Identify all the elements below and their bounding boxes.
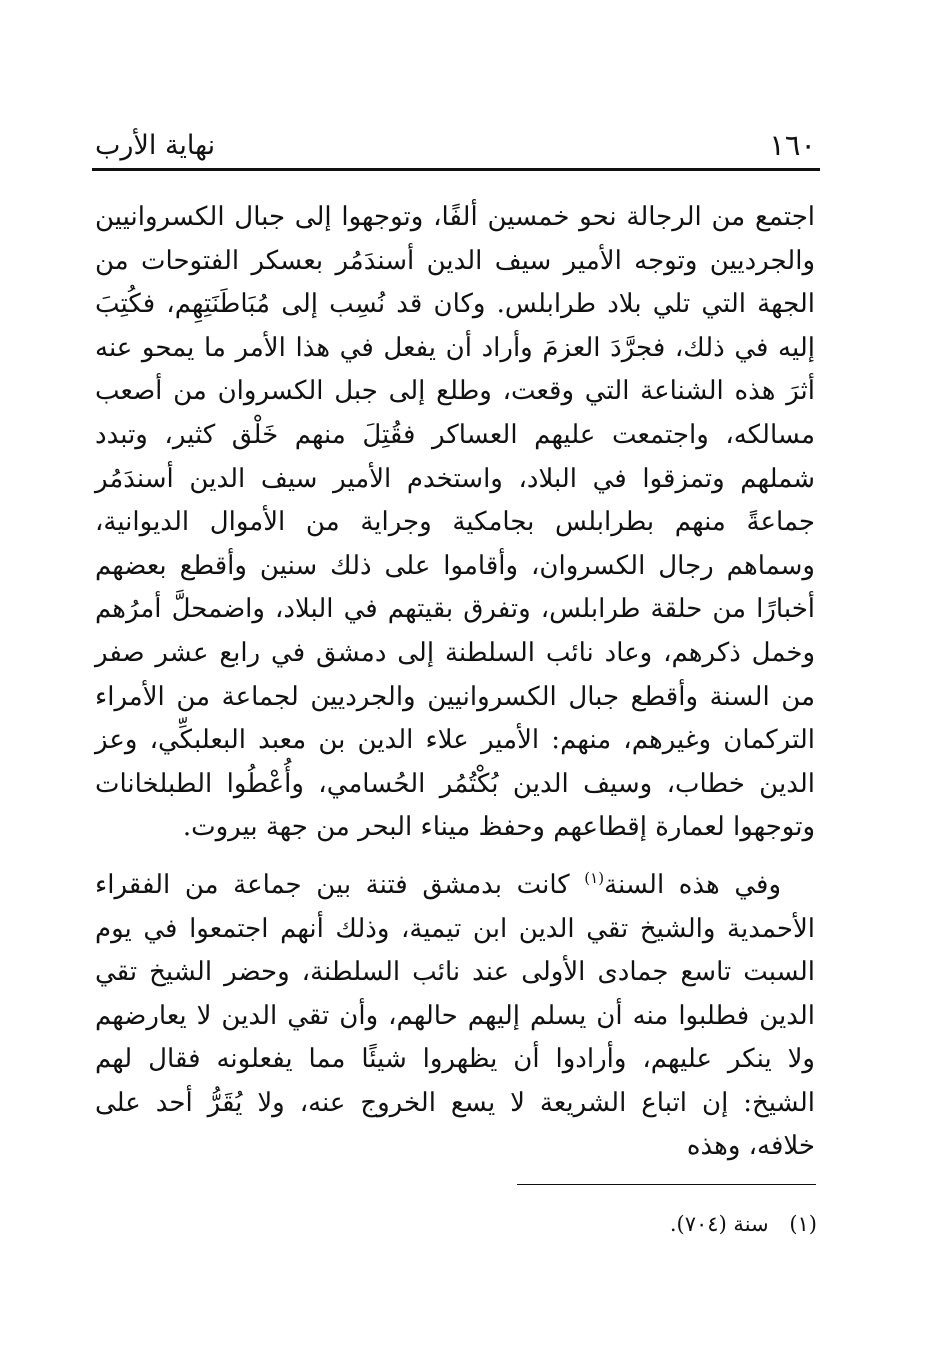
paragraph-1: اجتمع من الرجالة نحو خمسين ألفًا، وتوجهوا إلى جبال الكسروانيين والجرديين وتوجه الأمير سيف الدين أسندَمُر بعسكر الفتوحات من الجهة التي تلي بلاد طرابلس. وكان قد نُسِب إلى مُبَاطَنَتِهِم، فكُتِبَ إليه في ذلك، فجرَّدَ العزمَ وأراد أن يفعل في هذا الأمر ما يمحو عنه أثرَ هذه الشناعة التي وقعت، وطلع إلى جبل الكسروان من أصعب مسالكه، واجتمعت عليهم العساكر فقُتِلَ منهم خَلْق كثير، وتبدد شملهم وتمزقوا في البلاد، واستخدم الأمير سيف الدين أسندَمُر جماعةً منهم بطرابلس بجامكية وجراية من الأموال الديوانية، وسماهم رجال الكسروان، وأقاموا على ذلك سنين وأقطع بعضهم أخبارًا من حلقة طرابلس، وتفرق بقيتهم في البلاد، واضمحلَّ أمرُهم وخمل ذكرهم، وعاد نائب السلطنة إلى دمشق في رابع عشر صفر من السنة وأقطع جبال الكسروانيين والجرديين لجماعة من الأمراء التركمان وغيرهم، منهم: الأمير علاء الدين بن معبد البعلبكِّي، وعز الدين خطاب، وسيف الدين بُكْتُمُر الحُسامي، وأُعْطُوا الطبلخانات وتوجهوا لعمارة إقطاعهم وحفظ ميناء البحر من جهة بيروت. (95, 202, 815, 843)
footnote-number: (١) (789, 1212, 817, 1236)
paragraph-2 (95, 864, 815, 1169)
page-number: ١٦٠ (769, 128, 816, 162)
footnote (670, 1212, 817, 1236)
paragraph-2-rest: كانت بدمشق فتنة بين جماعة من الفقراء الأحمدية والشيخ تقي الدين ابن تيمية، وذلك أنهم اجتمعوا في يوم السبت تاسع جمادى الأولى عند نائب السلطنة، وحضر الشيخ تقي الدين فطلبوا منه أن يسلم إليهم حالهم، وأن تقي الدين لا يعارضهم ولا ينكر عليهم، وأرادوا أن يظهروا شيئًا مما يفعلونه فقال لهم الشيخ: إن اتباع الشريعة لا يسع الخروج عنه، ولا يُقَرُّ أحد على خلافه، وهذه (95, 869, 815, 1162)
footnote-reference[interactable]: (١) (584, 868, 605, 887)
running-title: نهاية الأرب (95, 130, 216, 161)
paragraph-2-start: وفي هذه السنة (604, 869, 782, 900)
page-header (95, 128, 820, 168)
header-divider (92, 168, 820, 171)
footnote-divider (517, 1184, 816, 1185)
main-text (95, 196, 815, 1169)
footnote-text: سنة (٧٠٤). (669, 1212, 769, 1236)
